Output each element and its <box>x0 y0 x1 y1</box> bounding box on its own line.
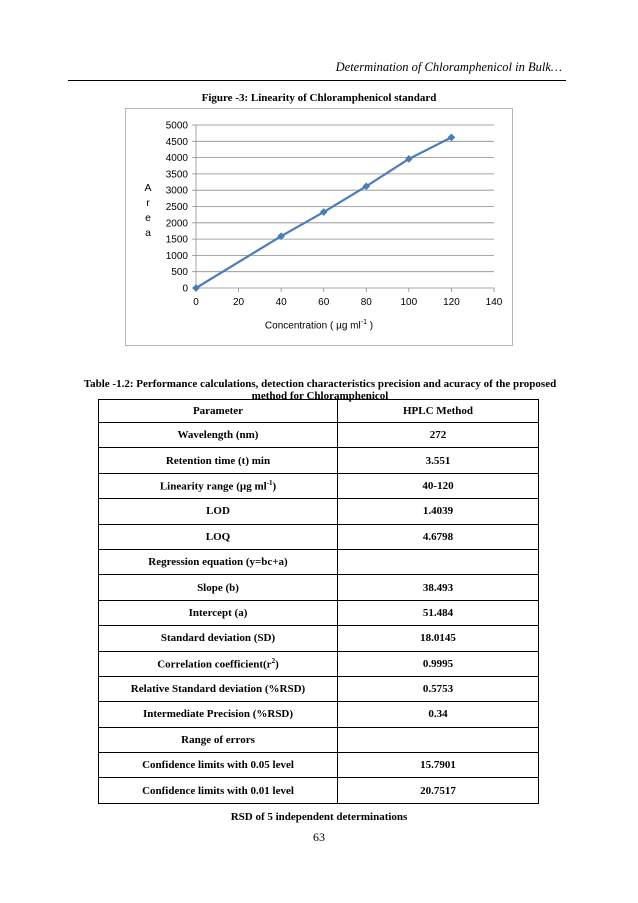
page-number: 63 <box>313 830 325 844</box>
value-cell: 51.484 <box>338 600 539 625</box>
y-tick-label: 3500 <box>165 169 188 181</box>
table-row <box>99 473 539 498</box>
table-row <box>99 778 539 803</box>
value-cell: 18.0145 <box>338 626 539 651</box>
table-row <box>99 575 539 600</box>
y-tick-label: 1000 <box>165 250 188 262</box>
y-axis-label-letter: e <box>145 212 151 224</box>
x-axis-label-end: ) <box>366 320 374 332</box>
y-tick-label: 2000 <box>165 218 188 230</box>
value-cell: 1.4039 <box>338 499 539 524</box>
value-cell <box>338 727 539 752</box>
parameter-cell: LOD <box>99 499 338 524</box>
y-tick-label: 500 <box>171 267 188 279</box>
y-tick-label: 2500 <box>165 202 188 213</box>
table-row <box>99 423 539 448</box>
table-row <box>99 676 539 701</box>
header-hplc-method: HPLC Method <box>338 400 539 423</box>
table-row <box>99 499 539 524</box>
data-point <box>448 134 455 141</box>
x-axis-label-sup: -1 <box>360 319 367 326</box>
value-cell: 0.34 <box>338 702 539 727</box>
table-row <box>99 727 539 752</box>
parameter-cell: Regression equation (y=bc+a) <box>99 549 338 574</box>
header-rule <box>68 80 566 81</box>
value-cell: 272 <box>338 423 539 448</box>
y-tick-label: 4500 <box>165 136 188 148</box>
parameter-cell: Correlation $coefficient(r^2)$ <box>99 651 338 676</box>
table-caption-line2: method for Chloramphenicol <box>251 390 389 402</box>
y-tick-label: 1500 <box>165 234 188 246</box>
value-cell: 40-120 <box>338 473 539 498</box>
value-cell <box>338 549 539 574</box>
running-header: Determination of Chloramphenicol in Bulk… <box>335 60 562 74</box>
y-axis-label-letter: A <box>144 182 152 194</box>
value-cell: 38.493 <box>338 575 539 600</box>
table-row <box>99 448 539 473</box>
table-row <box>99 753 539 778</box>
y-tick-label: 5000 <box>165 120 188 132</box>
x-tick-label: 100 <box>400 297 418 308</box>
table-row <box>99 702 539 727</box>
value-cell: 20.7517 <box>338 778 539 803</box>
parameter-cell: Linearity range (µg $ml^{-1}$) <box>99 473 338 498</box>
chart-plot <box>126 109 512 345</box>
x-axis-label <box>126 319 512 331</box>
y-tick-label: 3000 <box>165 185 188 197</box>
parameter-cell: Confidence limits with 0.01 level <box>99 778 338 803</box>
x-tick-label: 140 <box>485 297 503 308</box>
value-cell: 0.5753 <box>338 676 539 701</box>
table-header-row <box>99 400 539 423</box>
x-tick-label: 40 <box>275 297 287 308</box>
value-cell: 4.6798 <box>338 524 539 549</box>
y-tick-label: 0 <box>182 283 188 295</box>
table-note: RSD of 5 independent determinations <box>230 811 408 823</box>
y-axis-label <box>142 181 154 241</box>
figure-caption: Figure -3: Linearity of Chloramphenicol standard <box>201 92 437 104</box>
table-row <box>99 651 539 676</box>
table-row <box>99 600 539 625</box>
y-axis-label-letter: r <box>146 197 150 209</box>
parameter-cell: Confidence limits with 0.05 level <box>99 753 338 778</box>
parameter-cell: Relative Standard deviation (%RSD) <box>99 676 338 701</box>
value-cell: 0.9995 <box>338 651 539 676</box>
table-row <box>99 549 539 574</box>
x-tick-label: 60 <box>318 297 330 308</box>
x-tick-label: 80 <box>360 297 372 308</box>
table-row <box>99 524 539 549</box>
x-tick-label: 20 <box>233 297 245 308</box>
x-tick-label: 120 <box>443 297 460 308</box>
parameter-cell: Wavelength (nm) <box>99 423 338 448</box>
y-tick-label: 4000 <box>165 153 188 165</box>
parameter-cell: Standard deviation (SD) <box>99 626 338 651</box>
linearity-chart <box>125 108 513 346</box>
x-axis-label-text: Concentration ( µg ml <box>264 320 361 332</box>
parameter-cell: Intermediate Precision (%RSD) <box>99 702 338 727</box>
parameter-cell: Intercept (a) <box>99 600 338 625</box>
table-caption-line1: Table -1.2: Performance calculations, detection characteristics precision and acuracy of the proposed <box>83 378 557 390</box>
parameter-cell: Retention time (t) min <box>99 448 338 473</box>
header-parameter: Parameter <box>99 400 338 423</box>
parameter-cell: Slope (b) <box>99 575 338 600</box>
parameter-cell: Range of errors <box>99 727 338 752</box>
table-row <box>99 626 539 651</box>
y-axis-label-letter: a <box>145 227 151 239</box>
value-cell: 3.551 <box>338 448 539 473</box>
x-tick-label: 0 <box>193 297 199 308</box>
value-cell: 15.7901 <box>338 753 539 778</box>
performance-table <box>98 399 539 804</box>
parameter-cell: LOQ <box>99 524 338 549</box>
